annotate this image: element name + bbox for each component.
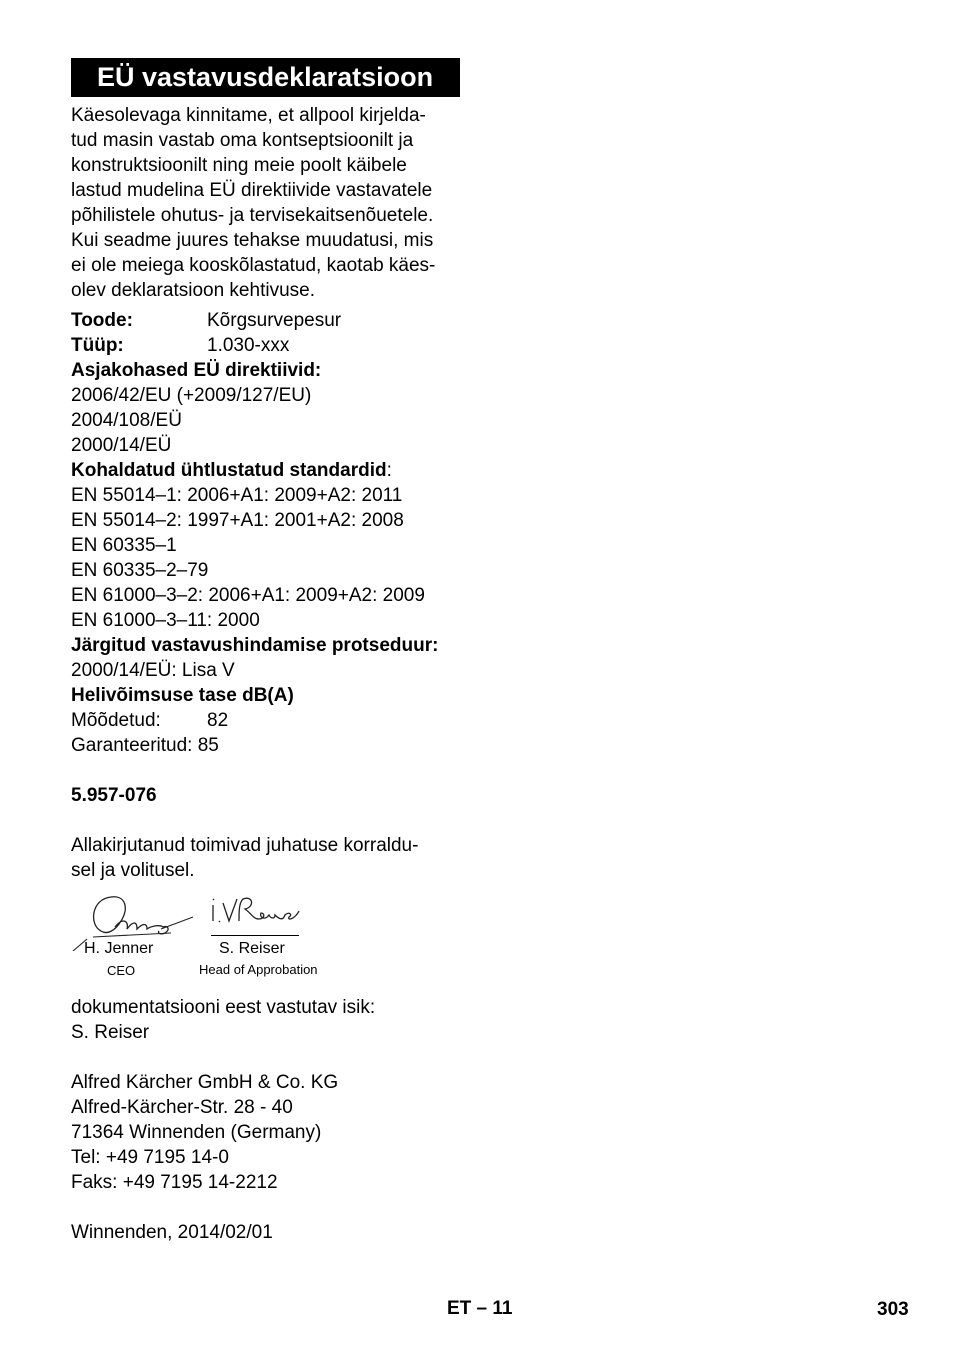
directive-item: 2006/42/EU (+2009/127/EU)	[71, 385, 312, 406]
address-line: Alfred-Kärcher-Str. 28 - 40	[71, 1097, 293, 1118]
intro-line: ei ole meiega kooskõlastatud, kaotab käes-	[71, 255, 436, 276]
standard-item: EN 61000–3–2: 2006+A1: 2009+A2: 2009	[71, 585, 425, 606]
standard-item: EN 60335–2–79	[71, 560, 209, 581]
intro-line: olev deklaratsioon kehtivuse.	[71, 280, 315, 301]
signature-role: CEO	[107, 963, 136, 978]
intro-line: tud masin vastab oma kontseptsioonilt ja	[71, 130, 414, 151]
specs-block	[71, 308, 471, 1245]
standard-item: EN 55014–1: 2006+A1: 2009+A2: 2011	[71, 485, 403, 506]
intro-line: põhilistele ohutus- ja tervisekaitsenõuetele.	[71, 205, 434, 226]
address-line: Alfred Kärcher GmbH & Co. KG	[71, 1072, 339, 1093]
directives-heading: Asjakohased EÜ direktiivid:	[71, 360, 322, 381]
footer-section-label: ET – 11	[447, 1298, 513, 1319]
standards-heading-suffix: :	[386, 460, 392, 481]
procedure-value: 2000/14/EÜ: Lisa V	[71, 660, 235, 681]
standards-heading-row	[71, 458, 471, 483]
address-line: Tel: +49 7195 14-0	[71, 1147, 229, 1168]
declaration-column	[71, 58, 471, 1245]
doc-number: 5.957-076	[71, 785, 157, 806]
intro-paragraph	[71, 103, 471, 303]
signing-note-line: sel ja volitusel.	[71, 860, 195, 881]
procedure-heading: Järgitud vastavushindamise protseduur:	[71, 635, 439, 656]
type-row	[71, 333, 471, 358]
responsible-line: dokumentatsiooni eest vastutav isik:	[71, 997, 376, 1018]
place-date: Winnenden, 2014/02/01	[71, 1222, 273, 1243]
signature-name: H. Jenner	[84, 940, 154, 957]
footer-page-number: 303	[877, 1299, 909, 1320]
intro-line: Kui seadme juures tehakse muudatusi, mis	[71, 230, 434, 251]
sound-heading: Helivõimsuse tase dB(A)	[71, 685, 294, 706]
standard-item: EN 61000–3–11: 2000	[71, 610, 260, 631]
measured-label: Mõõdetud:	[71, 710, 161, 731]
address-line: 71364 Winnenden (Germany)	[71, 1122, 322, 1143]
signing-note-line: Allakirjutanud toimivad juhatuse korraldu-	[71, 835, 419, 856]
page-title: EÜ vastavusdeklaratsioon	[71, 58, 460, 97]
signature-name: S. Reiser	[219, 940, 285, 957]
intro-line: Käesolevaga kinnitame, et allpool kirjelda-	[71, 105, 426, 126]
product-label: Toode:	[71, 310, 133, 331]
measured-row	[71, 708, 471, 733]
standards-heading: Kohaldatud ühtlustatud standardid	[71, 460, 387, 481]
intro-line: lastud mudelina EÜ direktiivide vastavatele	[71, 180, 433, 201]
intro-line: konstruktsioonilt ning meie poolt käibele	[71, 155, 407, 176]
guaranteed-row: Garanteeritud: 85	[71, 735, 219, 756]
reiser-signature-image	[209, 893, 304, 931]
address-line: Faks: +49 7195 14-2212	[71, 1172, 278, 1193]
signature-role: Head of Approbation	[199, 962, 318, 977]
signature-area	[71, 883, 471, 995]
product-value: Kõrgsurvepesur	[207, 310, 342, 331]
measured-value: 82	[207, 710, 229, 731]
standard-item: EN 55014–2: 1997+A1: 2001+A2: 2008	[71, 510, 404, 531]
type-value: 1.030-xxx	[207, 335, 290, 356]
directive-item: 2004/108/EÜ	[71, 410, 182, 431]
responsible-line: S. Reiser	[71, 1022, 150, 1043]
type-label: Tüüp:	[71, 335, 124, 356]
directive-item: 2000/14/EÜ	[71, 435, 172, 456]
standard-item: EN 60335–1	[71, 535, 177, 556]
product-row	[71, 308, 471, 333]
